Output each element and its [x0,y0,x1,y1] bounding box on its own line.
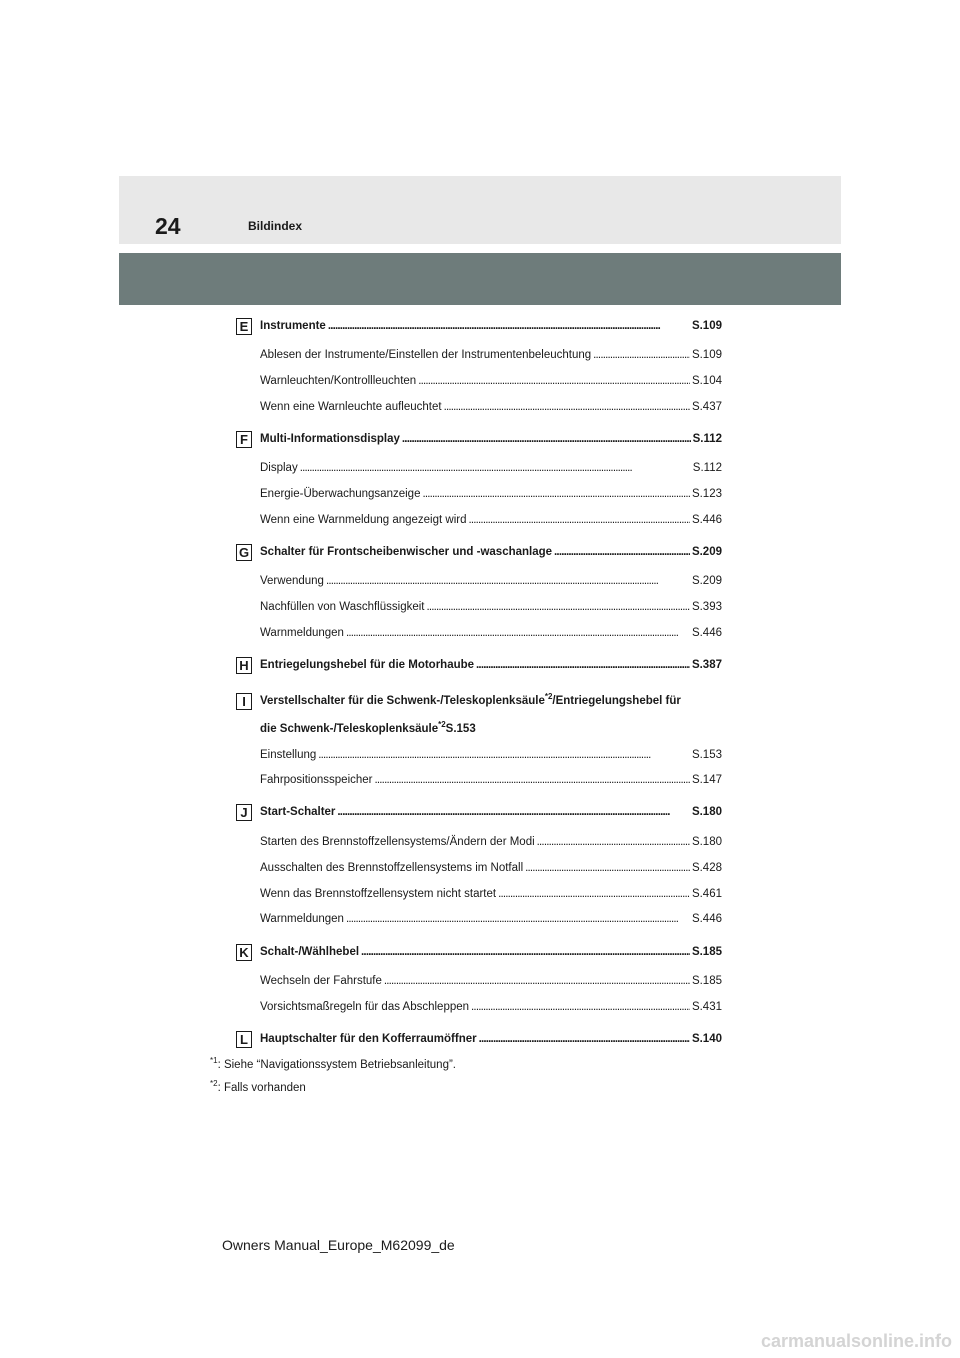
leader-dots [300,460,691,476]
leader-dots [346,911,690,927]
entry-ref: S.461 [691,888,722,900]
badge-k: K [236,944,252,961]
leader-dots [402,431,691,447]
entry-ref: S.140 [691,1033,722,1045]
entry-ref: S.109 [691,349,722,361]
leader-dots [326,573,690,589]
entry-label: Energie-Überwachungsanzeige [260,488,421,500]
footnote-2 [210,1080,306,1096]
badge-g: G [236,544,252,561]
index-entry[interactable] [260,886,722,902]
entry-ref: S.153 [445,723,476,735]
leader-dots [554,544,690,560]
entry-ref: S.112 [692,462,722,474]
entry-ref: S.209 [691,546,722,558]
entry-label: Vorsichtsmaßregeln für das Abschleppen [260,1001,470,1013]
footnote-mark: *2 [544,692,553,701]
index-title-motorhaube[interactable] [260,657,722,673]
footnote-text: : Falls vorhanden [217,1082,306,1094]
entry-ref: S.387 [691,659,722,671]
entry-label: Hauptschalter für den Kofferraumöffner [260,1033,477,1045]
index-title-start-schalter[interactable] [260,804,722,820]
entry-ref: S.147 [691,774,722,786]
leader-dots [375,772,690,788]
leader-dots [361,944,690,960]
index-entry[interactable] [260,973,722,989]
index-entry[interactable] [260,834,722,850]
index-entry[interactable] [260,911,722,927]
leader-dots [422,486,689,502]
entry-ref: S.437 [691,401,722,413]
header-bar [119,176,841,244]
index-entry[interactable] [260,373,722,389]
index-title-kofferraumoeffner[interactable] [260,1031,722,1047]
document-footer: Owners Manual_Europe_M62099_de [222,1237,455,1253]
entry-ref: S.112 [692,433,722,445]
entry-label: Instrumente [260,320,326,332]
index-entry[interactable] [260,399,722,415]
entry-label: Start-Schalter [260,806,336,818]
index-entry[interactable] [260,999,722,1015]
entry-label: Schalter für Frontscheibenwischer und -waschanlage [260,546,553,558]
entry-ref: S.446 [691,627,722,639]
footnote-text: : Siehe “Navigationssystem Betriebsanleitung”. [217,1059,456,1071]
title-text: Verstellschalter für die Schwenk-/Teleskoplenksäule [260,695,545,707]
index-entry[interactable] [260,486,722,502]
entry-ref: S.180 [691,836,722,848]
entry-ref: S.104 [691,375,722,387]
badge-l: L [236,1031,252,1048]
leader-dots [471,999,690,1015]
footnote-mark: *2 [438,720,446,729]
index-title-instrumente[interactable] [260,318,722,334]
entry-label: Schalt-/Wählhebel [260,946,360,958]
entry-label: Wenn das Brennstoffzellensystem nicht startet [260,888,497,900]
badge-e: E [236,318,252,335]
leader-dots [593,347,690,363]
entry-label: Fahrpositionsspeicher [260,774,373,786]
leader-dots [537,834,690,850]
entry-ref: S.393 [691,601,722,613]
footnote-mark: *1 [210,1056,218,1065]
section-title: Bildindex [248,219,303,233]
leader-dots [418,373,690,389]
leader-dots [498,886,690,902]
footnote-1 [210,1057,456,1073]
title-text: /Entriegelungshebel für [552,695,681,707]
index-entry[interactable] [260,599,722,615]
entry-label: Nachfüllen von Waschflüssigkeit [260,601,425,613]
entry-label: Ausschalten des Brennstoffzellensystems im Notfall [260,862,524,874]
section-banner [119,253,841,305]
entry-label: Ablesen der Instrumente/Einstellen der Instrumentenbeleuchtung [260,349,592,361]
entry-ref: S.185 [691,975,722,987]
leader-dots [479,1031,690,1047]
entry-label: Multi-Informationsdisplay [260,433,400,445]
index-entry[interactable] [260,747,722,763]
entry-ref: S.431 [691,1001,722,1013]
index-entry[interactable] [260,573,722,589]
entry-label: Display [260,462,298,474]
entry-ref: S.109 [691,320,722,332]
leader-dots [444,399,690,415]
footnote-mark: *2 [210,1079,218,1088]
entry-label: Warnleuchten/Kontrollleuchten [260,375,417,387]
entry-label: Starten des Brennstoffzellensystems/Ändern der Modi [260,836,535,848]
badge-f: F [236,431,252,448]
entry-label: Wenn eine Warnmeldung angezeigt wird [260,514,467,526]
entry-label: Entriegelungshebel für die Motorhaube [260,659,475,671]
entry-ref: S.446 [691,514,722,526]
index-entry[interactable] [260,625,722,641]
index-entry[interactable] [260,347,722,363]
index-title-frontscheibenwischer[interactable] [260,544,722,560]
entry-ref: S.153 [691,749,722,761]
index-title-multi-informationsdisplay[interactable] [260,431,722,447]
badge-h: H [236,657,252,674]
page-number: 24 [155,213,181,239]
index-entry[interactable] [260,860,722,876]
index-title-lenksaeule-line1[interactable] [260,693,681,709]
index-title-lenksaeule-line2[interactable] [260,721,476,737]
index-title-waehlhebel[interactable] [260,944,722,960]
badge-i: I [236,693,252,710]
entry-label: Wechseln der Fahrstufe [260,975,382,987]
index-entry[interactable] [260,772,722,788]
leader-dots [384,973,690,989]
entry-ref: S.209 [691,575,722,587]
leader-dots [328,318,690,334]
entry-ref: S.428 [691,862,722,874]
leader-dots [525,860,690,876]
index-entry[interactable] [260,460,722,476]
watermark: carmanualsonline.info [760,1331,952,1351]
entry-label: Wenn eine Warnleuchte aufleuchtet [260,401,442,413]
title-text: die Schwenk-/Teleskoplenksäule [260,723,439,735]
leader-dots [426,599,689,615]
leader-dots [337,804,690,820]
entry-label: Warnmeldungen [260,627,344,639]
entry-ref: S.185 [691,946,722,958]
leader-dots [346,625,690,641]
entry-label: Einstellung [260,749,317,761]
leader-dots [468,512,689,528]
leader-dots [476,657,690,673]
entry-label: Verwendung [260,575,324,587]
entry-ref: S.123 [691,488,722,500]
leader-dots [318,747,690,763]
entry-label: Warnmeldungen [260,913,344,925]
badge-j: J [236,804,252,821]
index-entry[interactable] [260,512,722,528]
entry-ref: S.446 [691,913,722,925]
entry-ref: S.180 [691,806,722,818]
